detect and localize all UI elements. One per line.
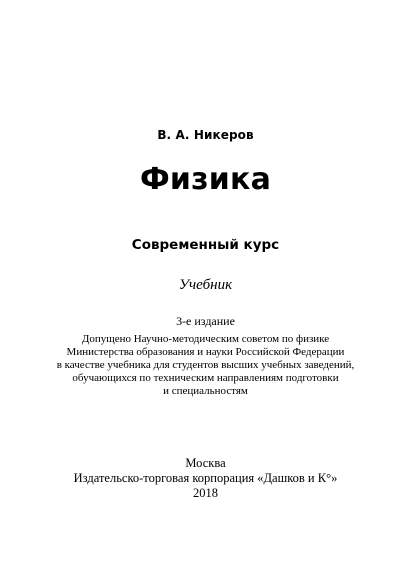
book-subtitle: Современный курс <box>131 237 280 253</box>
book-genre: Учебник <box>178 277 233 293</box>
approval-stamp-text <box>0 333 411 398</box>
approval-line: Допущено Научно-методическим советом по физике <box>81 333 330 345</box>
book-title: Физика <box>139 162 272 197</box>
publisher-name: Издательско-торговая корпорация «Дашков и К°» <box>73 471 338 485</box>
publisher-imprint <box>0 456 411 501</box>
approval-line: в качестве учебника для студентов высших учебных заведений, <box>56 359 355 371</box>
approval-line: обучающихся по техническим направлениям подготовки <box>72 372 339 384</box>
publication-city: Москва <box>185 456 226 470</box>
publication-year: 2018 <box>193 486 218 500</box>
book-edition: 3-е издание <box>176 314 235 328</box>
approval-line: и специальностям <box>163 385 248 397</box>
book-author: В. А. Никеров <box>157 128 254 142</box>
approval-line: Министерства образования и науки Российской Федерации <box>66 346 345 358</box>
